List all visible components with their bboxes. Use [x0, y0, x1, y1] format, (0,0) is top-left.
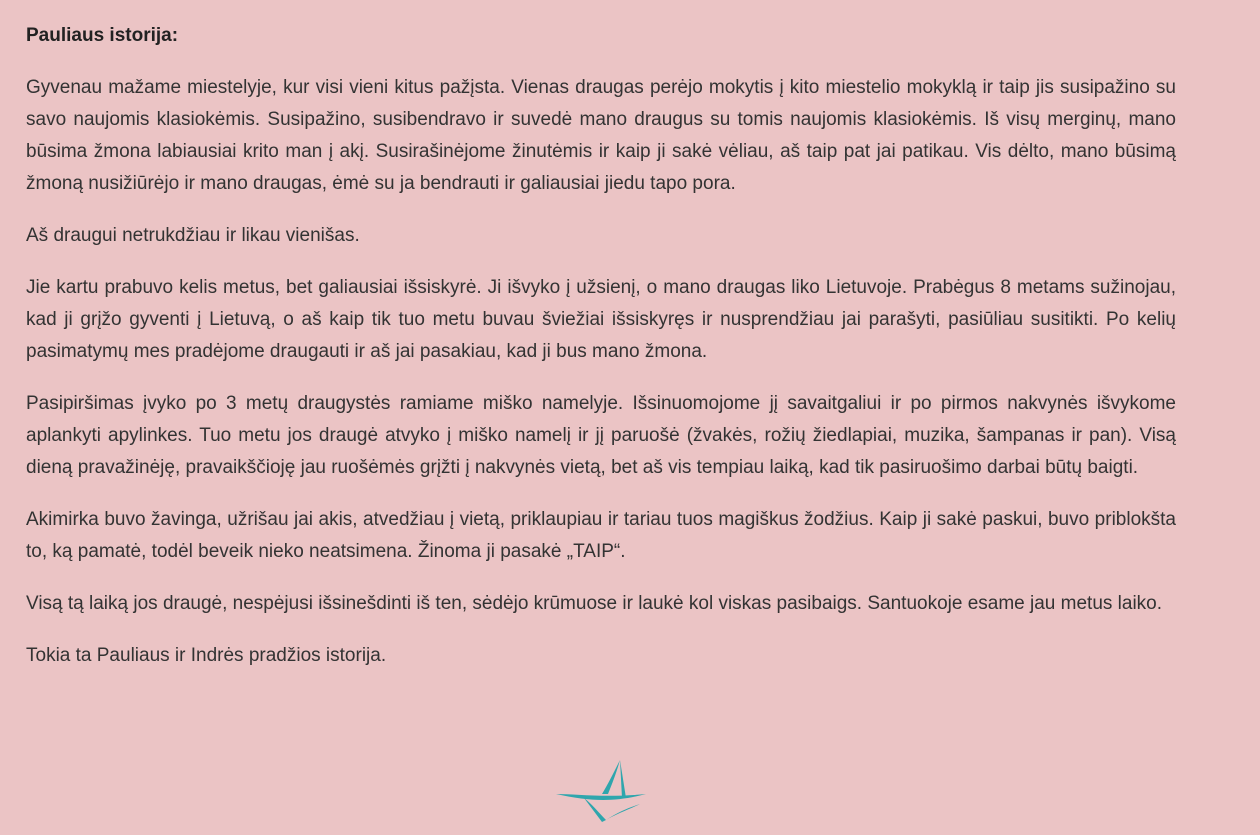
article: [26, 20, 1176, 692]
article-paragraph-2: Aš draugui netrukdžiau ir likau vienišas.: [26, 225, 360, 246]
article-paragraph-5: Akimirka buvo žavinga, užrišau jai akis, atvedžiau į vietą, priklaupiau ir tariau tuos magiškus žodžius. Kaip ji sakė paskui, buvo priblokšta to, ką pamatė, todėl beveik nieko neatsimena. Žinoma ji pasakė „TAIP“.: [26, 509, 1176, 562]
article-paragraph-6: Visą tą laiką jos draugė, nespėjusi išsinešdinti iš ten, sėdėjo krūmuose ir laukė kol viskas pasibaigs. Santuokoje esame jau metus laiko.: [26, 593, 1163, 614]
article-title: Pauliaus istorija:: [26, 25, 179, 46]
article-paragraph-7: Tokia ta Pauliaus ir Indrės pradžios istorija.: [26, 645, 387, 666]
star-logo-icon: [556, 758, 646, 824]
article-paragraph-1: Gyvenau mažame miestelyje, kur visi vieni kitus pažįsta. Vienas draugas perėjo mokytis į kito miestelio mokyklą ir taip jis susipažino su savo naujomis klasiokėmis. Susipažino, susibendravo ir suvedė mano draugus su tomis naujomis klasiokėmis. Iš visų merginų, mano būsima žmona labiausiai krito man į akį. Susirašinėjome žinutėmis ir kaip ji sakė vėliau, aš taip pat jai patikau. Vis dėlto, mano būsimą žmoną nusižiūrėjo ir mano draugas, ėmė su ja bendrauti ir galiausiai jiedu tapo pora.: [26, 77, 1176, 194]
article-paragraph-3: Jie kartu prabuvo kelis metus, bet galiausiai išsiskyrė. Ji išvyko į užsienį, o mano draugas liko Lietuvoje. Prabėgus 8 metams sužinojau, kad ji grįžo gyventi į Lietuvą, o aš kaip tik tuo metu buvau šviežiai išsiskyręs ir nusprendžiau jai parašyti, pasiūliau susitikti. Po kelių pasimatymų mes pradėjome draugauti ir aš jai pasakiau, kad ji bus mano žmona.: [26, 277, 1176, 362]
article-paragraph-4: Pasipiršimas įvyko po 3 metų draugystės ramiame miško namelyje. Išsinuomojome jį savaitgaliui ir po pirmos nakvynės išvykome aplankyti apylinkes. Tuo metu jos draugė atvyko į miško namelį ir jį paruošė (žvakės, rožių žiedlapiai, muzika, šampanas ir pan). Visą dieną pravažinėję, pravaikščioję jau ruošėmės grįžti į nakvynės vietą, bet aš vis tempiau laiką, kad tik pasiruošimo darbai būtų baigti.: [26, 393, 1176, 478]
